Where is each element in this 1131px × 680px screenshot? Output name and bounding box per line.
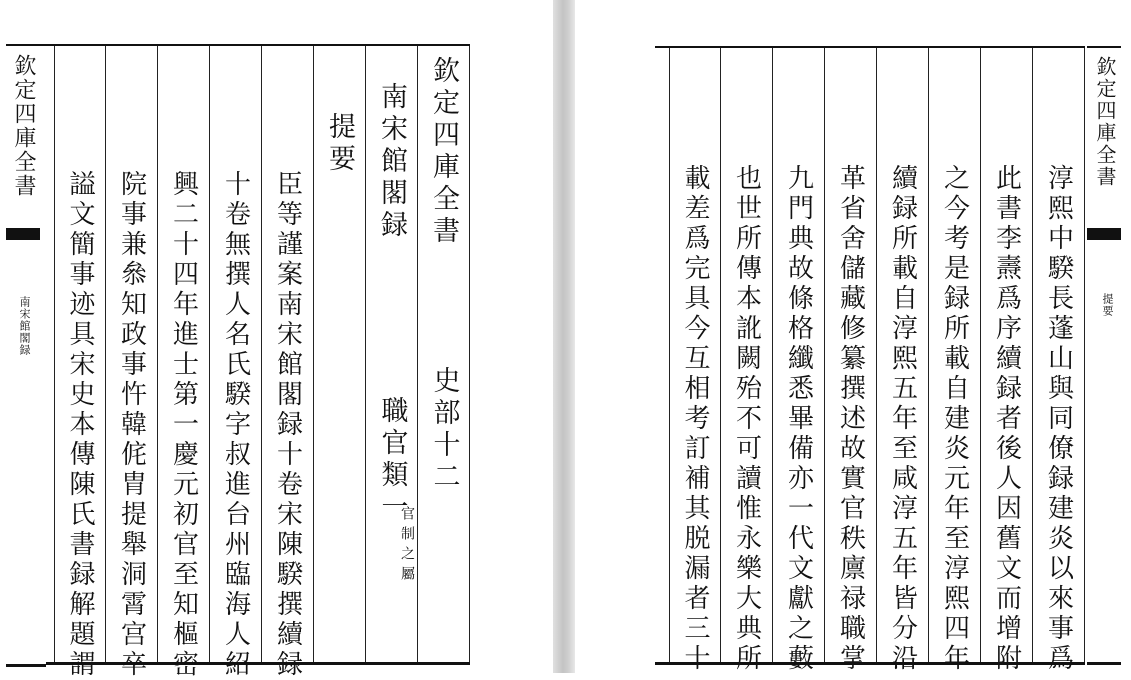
text-column bbox=[929, 48, 981, 674]
tiyao-heading: 提要 bbox=[324, 112, 355, 176]
column-section bbox=[418, 46, 470, 662]
text-column bbox=[721, 48, 773, 674]
text-column bbox=[669, 48, 721, 674]
subcategory-text: 官制之屬 bbox=[399, 506, 415, 586]
right-edge-strip bbox=[1087, 46, 1121, 665]
text-column bbox=[262, 46, 314, 680]
text-column-content: 十卷無撰人名氏騤字叔進台州臨海人紹 bbox=[220, 170, 251, 680]
text-column-content: 續録所載自淳熙五年至咸淳五年皆分沿 bbox=[887, 164, 918, 674]
right-page-frame bbox=[655, 46, 1085, 674]
left-page-frame bbox=[46, 44, 470, 680]
text-column-content: 院事兼叅知政事忤韓侂胄提舉洞霄宫卒 bbox=[116, 170, 147, 680]
text-column-content: 淳熙中騤長蓬山與同僚録建炎以來事爲 bbox=[1043, 164, 1074, 674]
book-title-text: 欽定四庫全書 bbox=[428, 56, 459, 248]
right-edge-title: 欽定四庫全書 bbox=[1093, 56, 1117, 188]
text-column bbox=[210, 46, 262, 680]
text-column-content: 載差爲完具今互相考訂補其脱漏者三十 bbox=[680, 164, 710, 674]
text-column bbox=[158, 46, 210, 680]
text-column bbox=[981, 48, 1033, 674]
book-gutter bbox=[553, 0, 575, 673]
column-subcategory bbox=[366, 46, 418, 662]
text-column-content: 革省舍儲藏修纂撰述故實官秩廪禄職掌 bbox=[835, 164, 866, 674]
section-text: 史部十二 bbox=[428, 366, 460, 494]
text-column bbox=[877, 48, 929, 674]
left-edge-strip bbox=[6, 44, 46, 667]
text-column bbox=[1033, 48, 1085, 674]
left-edge-title: 欽定四庫全書 bbox=[11, 54, 36, 198]
text-column-content: 此書李燾爲序續録者後人因舊文而增附 bbox=[991, 164, 1022, 674]
text-column-content: 也世所傳本訛闕殆不可讀惟永樂大典所 bbox=[731, 164, 762, 674]
text-column bbox=[825, 48, 877, 674]
text-column-content: 謚文簡事迹具宋史本傳陳氏書録解題謂 bbox=[65, 170, 95, 680]
work-title-text: 南宋館閣録 bbox=[376, 82, 407, 242]
right-edge-label: 提要 bbox=[1101, 293, 1114, 317]
right-page bbox=[575, 0, 1131, 673]
category-text: 職官類一 bbox=[376, 396, 408, 524]
text-column bbox=[54, 46, 106, 680]
text-column bbox=[773, 48, 825, 674]
text-column-content: 興二十四年進士第一慶元初官至知樞密 bbox=[168, 170, 199, 680]
fishtail-mark bbox=[1087, 228, 1121, 240]
text-column-content: 臣等謹案南宋館閣録十卷宋陳騤撰續録 bbox=[272, 170, 303, 680]
text-column-content: 之今考是録所載自建炎元年至淳熙四年 bbox=[939, 164, 970, 674]
text-column-content: 九門典故條格纖悉畢備亦一代文獻之藪 bbox=[783, 164, 814, 674]
left-edge-book-label: 南宋館閣録 bbox=[18, 296, 31, 356]
left-page bbox=[0, 0, 553, 680]
text-column bbox=[106, 46, 158, 680]
fishtail-mark bbox=[6, 228, 40, 240]
column-tiyao bbox=[314, 46, 366, 662]
